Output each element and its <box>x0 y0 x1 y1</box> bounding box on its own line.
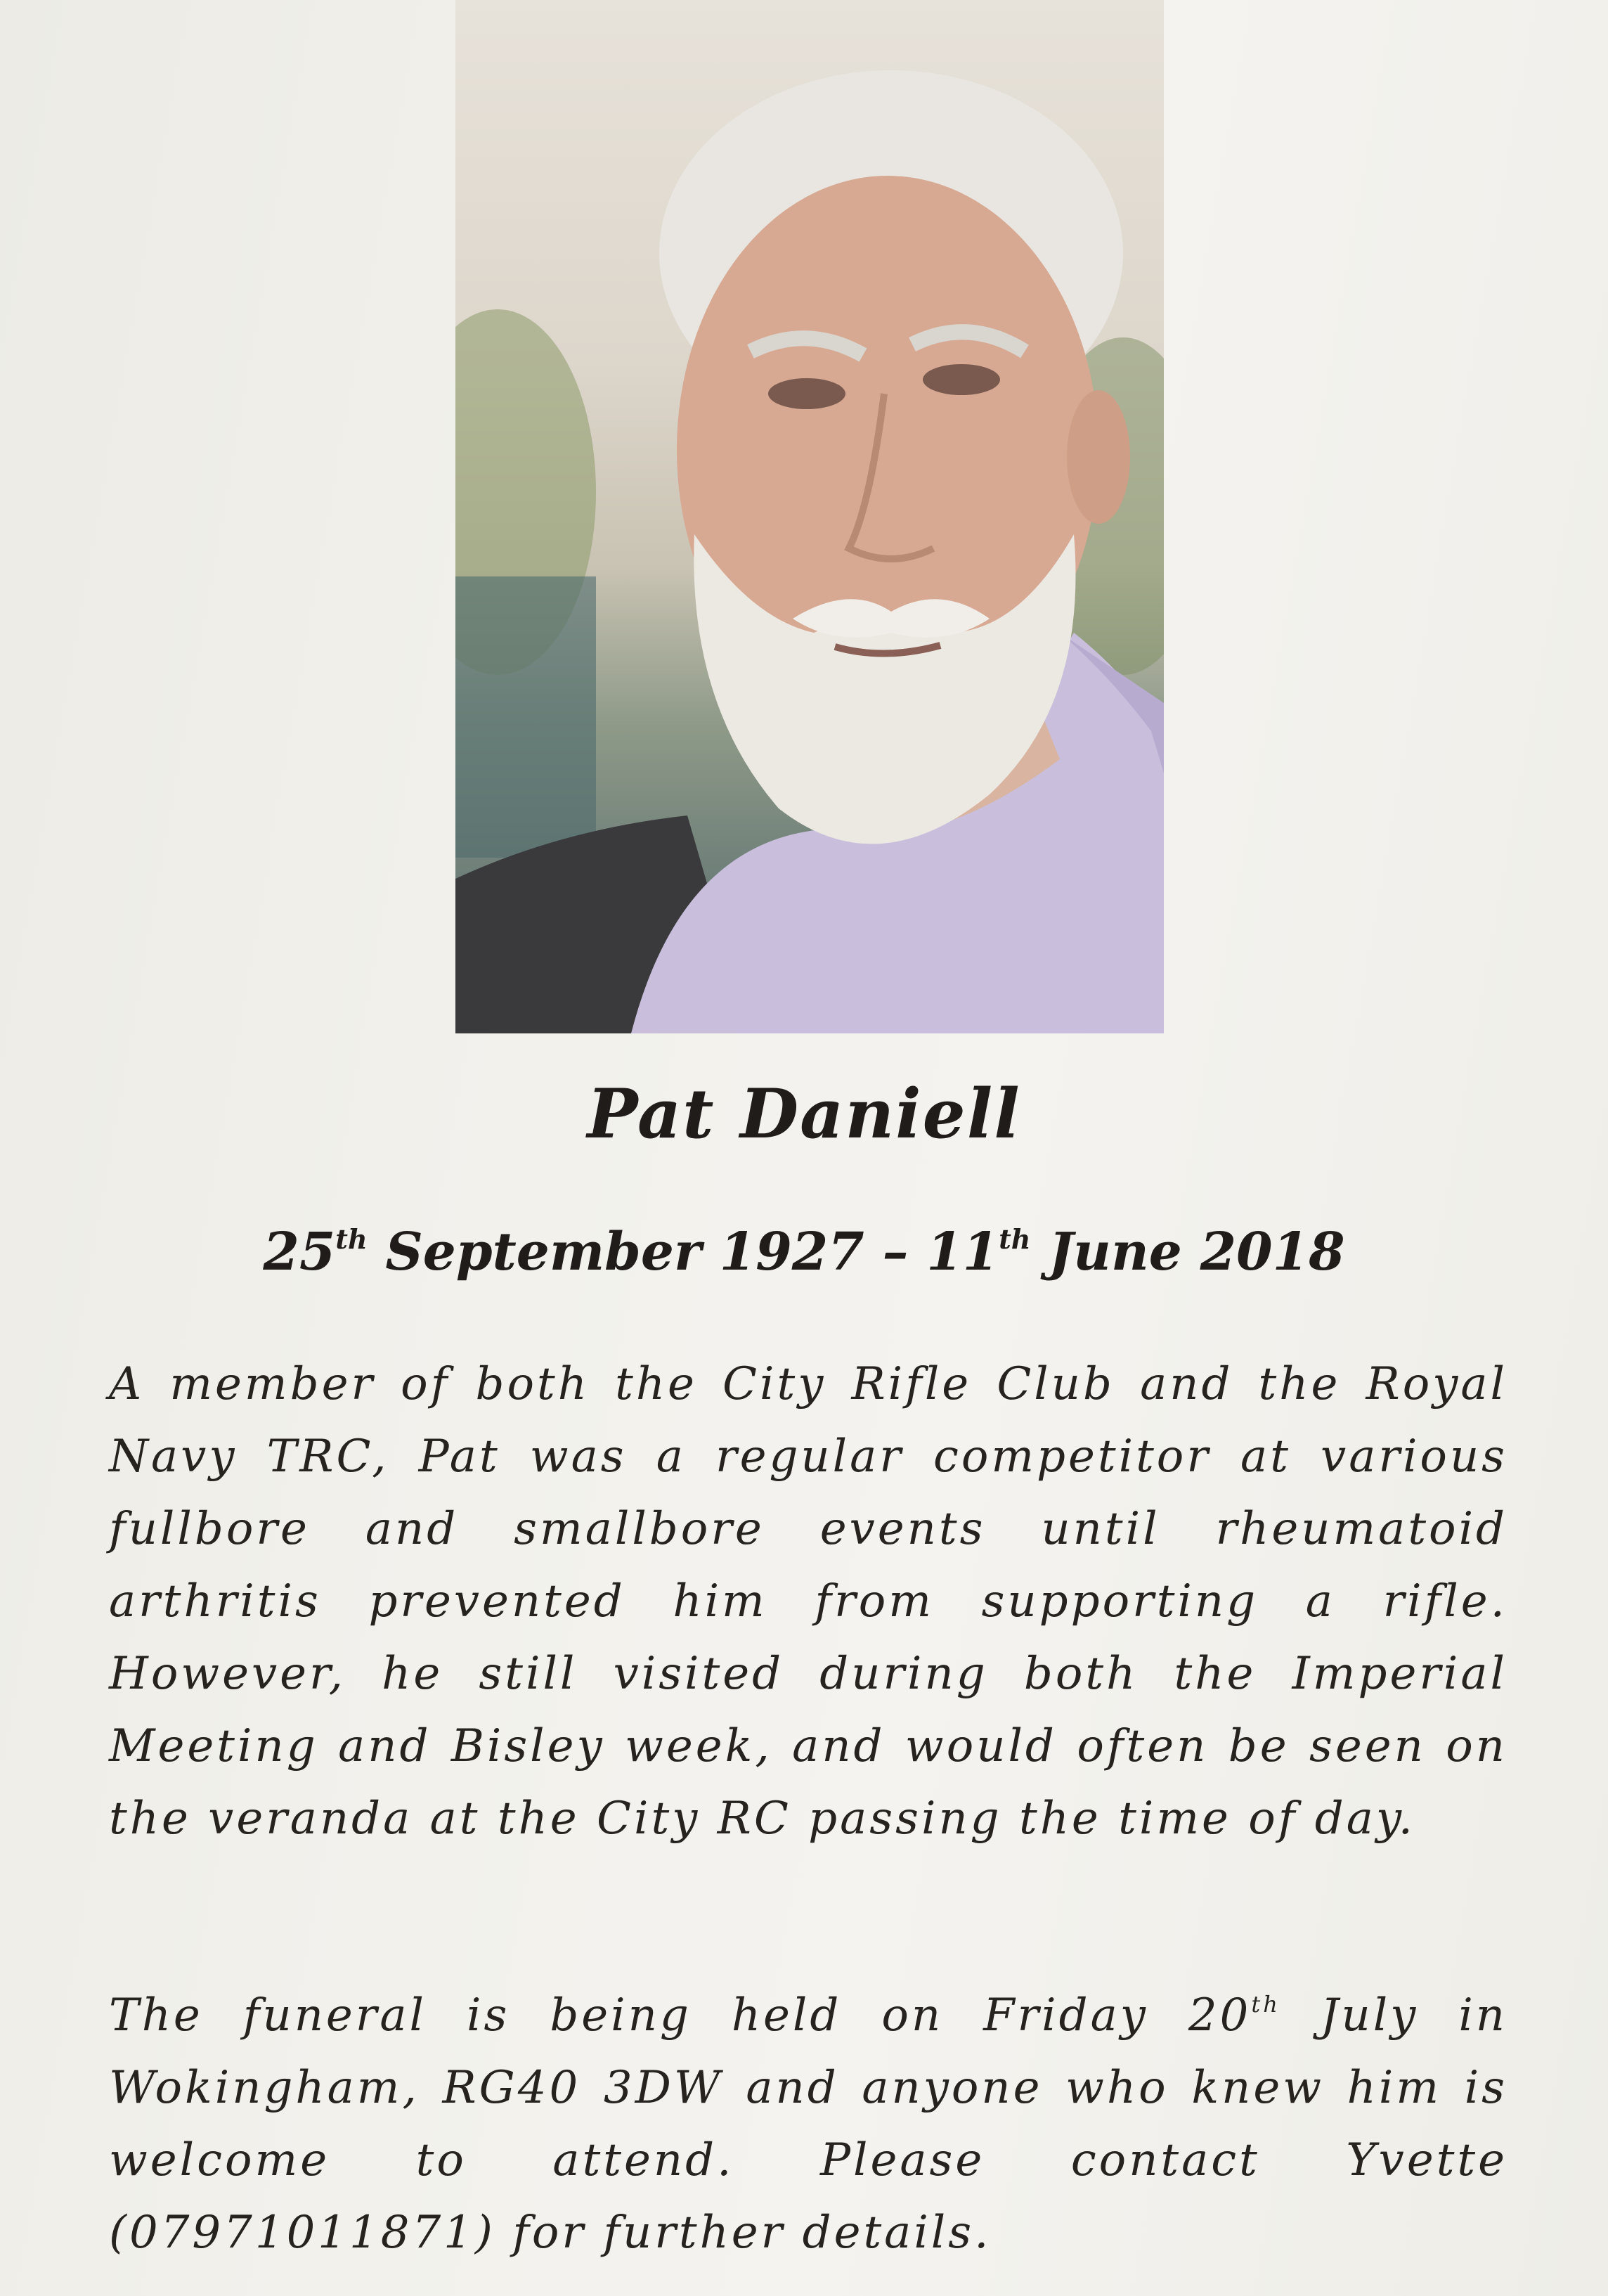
funeral-paragraph <box>109 1968 1508 2269</box>
funeral-text-end: July in Wokingham, RG40 3DW and anyone who knew him is welcome to attend. Please contact Yvette (07971011871) for further details. <box>109 1989 1508 2259</box>
death-day: 11 <box>926 1222 999 1282</box>
person-name: Pat Daniell <box>587 1074 1021 1154</box>
biography-paragraph: A member of both the City Rifle Club and the Royal Navy TRC, Pat was a regular competitor at various fullbore and smallbore events until rheumatoid arthritis prevented him from supporting a rifle. However, he still visited during both the Imperial Meeting and Bisley week, and would often be seen on the veranda at the City RC passing the time of day. <box>109 1358 1508 1845</box>
portrait-photo <box>455 0 1164 1033</box>
birth-day-suffix: th <box>335 1223 368 1255</box>
death-month-year: June 2018 <box>1049 1222 1345 1282</box>
birth-day: 25 <box>263 1222 336 1282</box>
life-dates <box>0 1222 1608 1282</box>
funeral-date-suffix: th <box>1251 1991 1280 2018</box>
death-day-suffix: th <box>999 1223 1031 1255</box>
funeral-text-start: The funeral is being held on Friday 20 <box>109 1989 1252 2042</box>
birth-month-year: September 1927 – <box>385 1222 909 1282</box>
portrait-illustration <box>455 0 1164 1033</box>
